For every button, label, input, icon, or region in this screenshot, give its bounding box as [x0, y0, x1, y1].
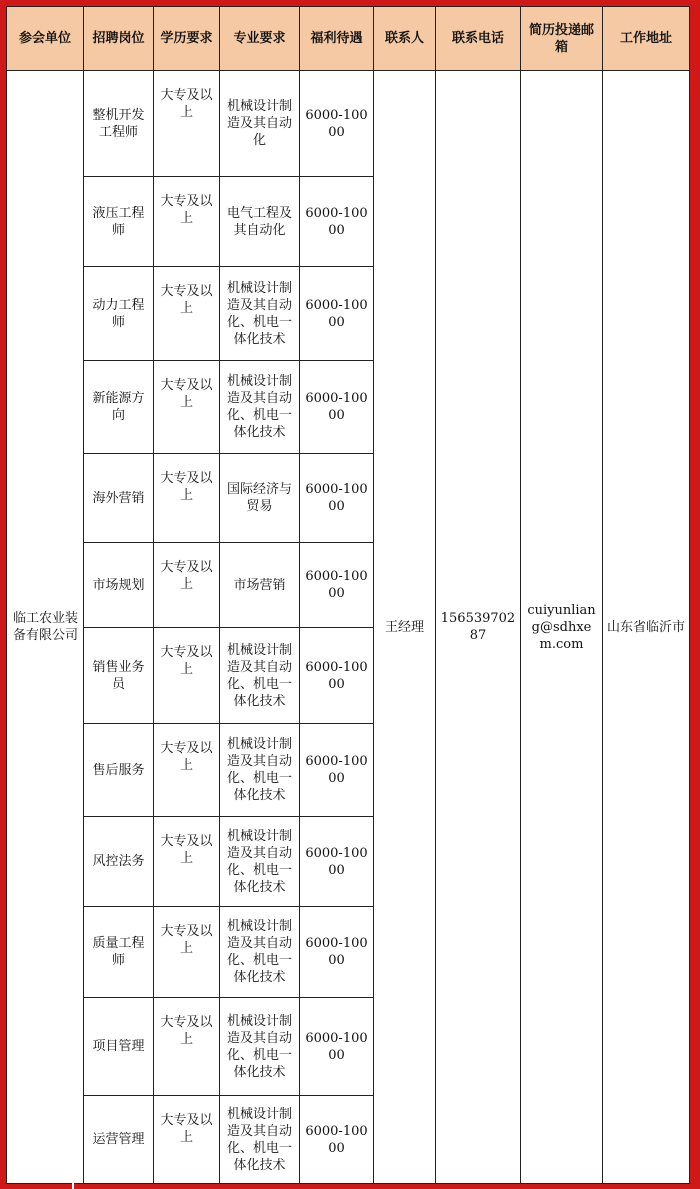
table-row [7, 71, 690, 177]
education-cell: 大专及以上 [154, 724, 220, 817]
salary-cell: 6000-10000 [300, 177, 374, 267]
header-contact: 联系人 [374, 7, 436, 71]
salary-cell: 6000-10000 [300, 361, 374, 454]
salary-cell: 6000-10000 [300, 454, 374, 543]
education-cell: 大专及以上 [154, 628, 220, 724]
position-cell: 售后服务 [84, 724, 154, 817]
major-cell: 电气工程及其自动化 [220, 177, 300, 267]
company-cell: 临工农业装备有限公司 [7, 71, 84, 1184]
salary-cell: 6000-10000 [300, 1096, 374, 1184]
contact-cell: 王经理 [374, 71, 436, 1184]
position-cell: 销售业务员 [84, 628, 154, 724]
education-cell: 大专及以上 [154, 998, 220, 1096]
major-cell: 机械设计制造及其自动化、机电一体化技术 [220, 361, 300, 454]
major-cell: 机械设计制造及其自动化、机电一体化技术 [220, 998, 300, 1096]
education-cell: 大专及以上 [154, 543, 220, 628]
education-cell: 大专及以上 [154, 71, 220, 177]
education-cell: 大专及以上 [154, 817, 220, 907]
header-education: 学历要求 [154, 7, 220, 71]
location-cell: 山东省临沂市 [603, 71, 690, 1184]
position-cell: 风控法务 [84, 817, 154, 907]
position-cell: 整机开发工程师 [84, 71, 154, 177]
major-cell: 机械设计制造及其自动化、机电一体化技术 [220, 817, 300, 907]
salary-cell: 6000-10000 [300, 998, 374, 1096]
education-cell: 大专及以上 [154, 361, 220, 454]
major-cell: 国际经济与贸易 [220, 454, 300, 543]
salary-cell: 6000-10000 [300, 267, 374, 361]
table-body [7, 71, 690, 1184]
phone-cell: 15653970287 [436, 71, 521, 1184]
position-cell: 液压工程师 [84, 177, 154, 267]
salary-cell: 6000-10000 [300, 817, 374, 907]
header-location: 工作地址 [603, 7, 690, 71]
header-salary: 福利待遇 [300, 7, 374, 71]
position-cell: 新能源方向 [84, 361, 154, 454]
salary-cell: 6000-10000 [300, 907, 374, 998]
major-cell: 机械设计制造及其自动化 [220, 71, 300, 177]
major-cell: 市场营销 [220, 543, 300, 628]
position-cell: 项目管理 [84, 998, 154, 1096]
education-cell: 大专及以上 [154, 267, 220, 361]
header-email: 简历投递邮箱 [521, 7, 603, 71]
position-cell: 动力工程师 [84, 267, 154, 361]
salary-cell: 6000-10000 [300, 724, 374, 817]
bottom-edge-mark [72, 1181, 74, 1189]
header-major: 专业要求 [220, 7, 300, 71]
salary-cell: 6000-10000 [300, 628, 374, 724]
position-cell: 质量工程师 [84, 907, 154, 998]
salary-cell: 6000-10000 [300, 71, 374, 177]
document-frame [6, 6, 689, 1183]
major-cell: 机械设计制造及其自动化、机电一体化技术 [220, 628, 300, 724]
recruitment-table [6, 6, 690, 1184]
education-cell: 大专及以上 [154, 177, 220, 267]
header-phone: 联系电话 [436, 7, 521, 71]
header-position: 招聘岗位 [84, 7, 154, 71]
header-company: 参会单位 [7, 7, 84, 71]
position-cell: 运营管理 [84, 1096, 154, 1184]
education-cell: 大专及以上 [154, 907, 220, 998]
header-row [7, 7, 690, 71]
education-cell: 大专及以上 [154, 454, 220, 543]
education-cell: 大专及以上 [154, 1096, 220, 1184]
position-cell: 海外营销 [84, 454, 154, 543]
major-cell: 机械设计制造及其自动化、机电一体化技术 [220, 907, 300, 998]
position-cell: 市场规划 [84, 543, 154, 628]
major-cell: 机械设计制造及其自动化、机电一体化技术 [220, 1096, 300, 1184]
major-cell: 机械设计制造及其自动化、机电一体化技术 [220, 724, 300, 817]
email-cell: cuiyunliang@sdhxem.com [521, 71, 603, 1184]
major-cell: 机械设计制造及其自动化、机电一体化技术 [220, 267, 300, 361]
salary-cell: 6000-10000 [300, 543, 374, 628]
